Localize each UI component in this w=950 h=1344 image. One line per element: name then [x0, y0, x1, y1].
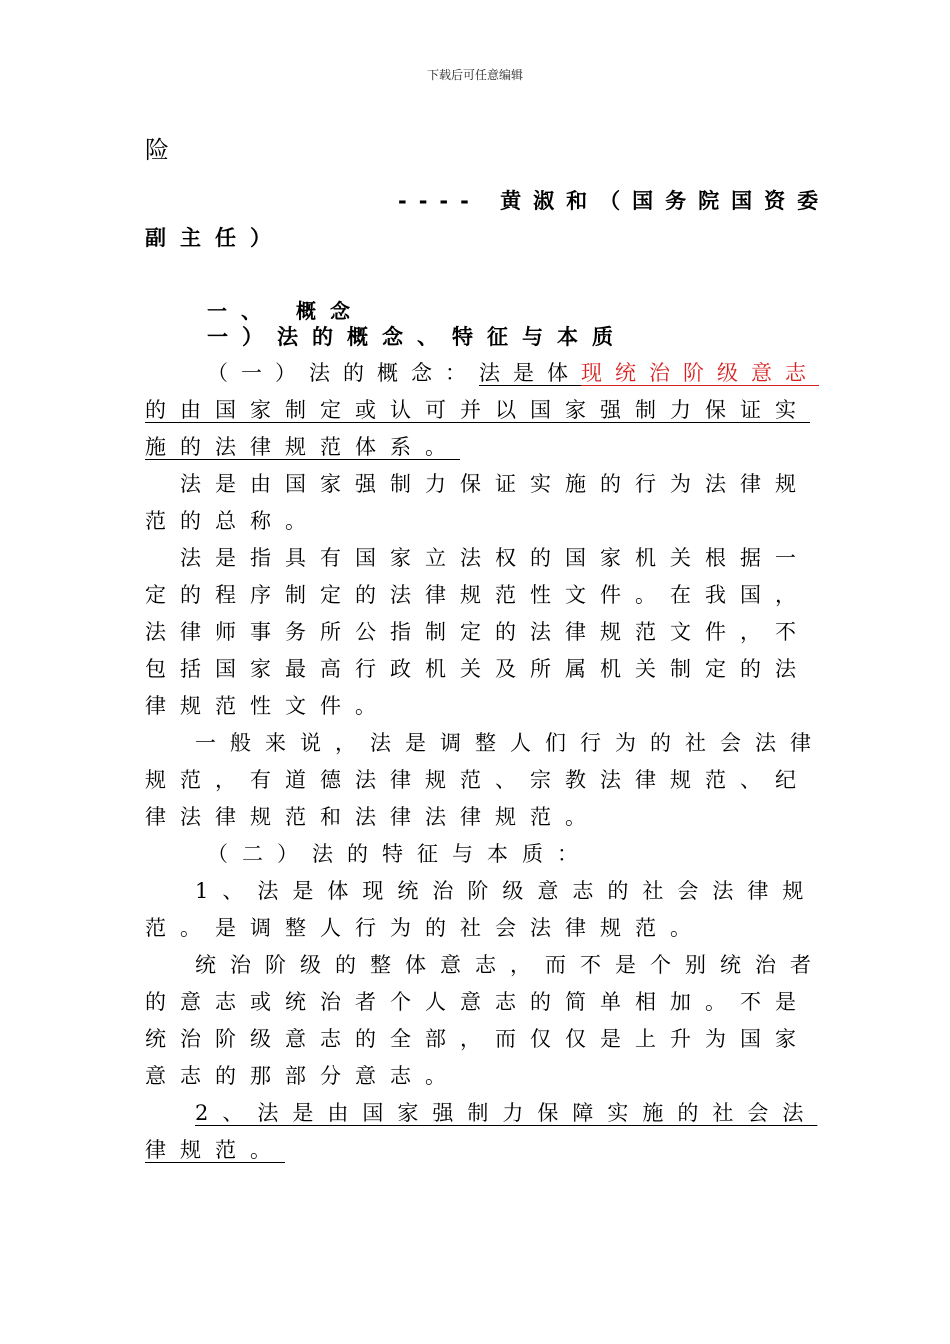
paragraph-2-line-4: 包括国家最高行政机关及所属机关制定的法 [145, 657, 810, 681]
paragraph-4-line-3: 统治阶级意志的全部，而仅仅是上升为国家 [145, 1027, 810, 1051]
section-2-heading: （二）法的特征与本质： [207, 842, 592, 866]
paragraph-2-line-3: 法律师事务所公指制定的法律规范文件，不 [145, 620, 810, 644]
item-2-line-2: 律规范。 [145, 1138, 285, 1162]
section-1-label: （一）法的概念： [207, 361, 479, 385]
paragraph-3-line-2: 规范，有道德法律规范、宗教法律规范、纪 [145, 768, 810, 792]
heading-law-concept: 一）法的概念、特征与本质 [207, 325, 627, 349]
section-1-line-1 [207, 360, 819, 386]
paragraph-2-line-5: 律规范性文件。 [145, 694, 390, 718]
paragraph-3-line-1: 一般来说，法是调整人们行为的社会法律 [195, 731, 825, 755]
paragraph-4-line-1: 统治阶级的整体意志，而不是个别统治者 [195, 953, 825, 977]
paragraph-1-line-2: 范的总称。 [145, 509, 320, 533]
item-1-line-2: 范。是调整人行为的社会法律规范。 [145, 916, 705, 940]
section-1-line-3: 施的法律规范体系。 [145, 435, 460, 459]
author-line-1: ---- 黄淑和（国务院国资委 [398, 189, 831, 213]
author-line-2: 副主任） [145, 226, 285, 250]
page-header-note: 下载后可任意编辑 [426, 68, 523, 82]
definition-underlined: 法是体 [479, 361, 581, 385]
item-1-line-1: 1、法是体现统治阶级意志的社会法律规 [195, 879, 818, 903]
paragraph-4-line-4: 意志的那部分意志。 [145, 1064, 460, 1088]
section-1-line-2: 的由国家制定或认可并以国家强制力保证实 [145, 398, 810, 422]
paragraph-2-line-2: 定的程序制定的法律规范性文件。在我国， [145, 583, 810, 607]
paragraph-4-line-2: 的意志或统治者个人意志的简单相加。不是 [145, 990, 810, 1014]
item-2-line-1: 2、法是由国家强制力保障实施的社会法 [195, 1101, 818, 1125]
paragraph-2-line-1: 法是指具有国家立法权的国家机关根据一 [180, 546, 810, 570]
paragraph-3-line-3: 律法律规范和法律法律规范。 [145, 805, 600, 829]
heading-concept: 一、 概念 [207, 299, 364, 323]
paragraph-1-line-1: 法是由国家强制力保证实施的行为法律规 [180, 472, 810, 496]
definition-highlight-red: 现统治阶级意志 [581, 361, 819, 385]
title-tail: 险 [145, 136, 169, 164]
